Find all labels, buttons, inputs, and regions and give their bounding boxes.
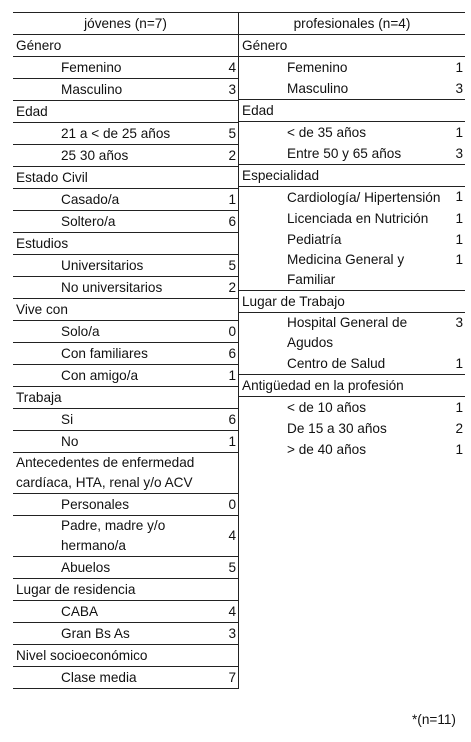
row-value: 6 [220,409,239,431]
table-row [13,516,239,557]
row-value: 1 [220,431,239,453]
row-label: De 15 a 30 años [287,420,387,436]
table-row [239,353,465,375]
row-label: Solo/a [13,321,220,343]
table-row [13,431,239,453]
row-value: 6 [220,211,239,233]
table-row [13,365,239,387]
row-label: 25 30 años [13,145,220,167]
table-row [239,250,465,291]
section-title: Nivel socioeconómico [13,645,239,667]
section-row [239,291,465,313]
table-row [239,418,465,439]
row-label: Gran Bs As [13,623,220,645]
table-row [13,57,239,79]
table-row [13,623,239,645]
table-row [13,557,239,579]
row-label: Femenino [13,57,220,79]
row-value: 2 [455,420,463,436]
row-value: 3 [447,78,465,100]
row-value: 1 [455,124,463,140]
table-row [239,143,465,165]
row-label: CABA [13,601,220,623]
section-row [13,167,239,189]
row-value: 6 [220,343,239,365]
section-title: Género [239,35,465,57]
row-value: 7 [220,667,239,689]
table-row [239,187,465,209]
section-title: Especialidad [239,165,465,187]
table-row [239,208,465,229]
section-row [239,100,465,122]
table-header-row [13,13,239,35]
row-value: 3 [447,143,465,165]
row-label: Hospital General de Agudos [287,315,408,350]
row-value: 1 [455,231,463,247]
row-value: 1 [455,210,463,226]
table-row [13,343,239,365]
table-row [239,78,465,100]
table-row [239,439,465,460]
row-value: 2 [220,277,239,299]
row-label: Casado/a [13,189,220,211]
row-value: 3 [220,79,239,101]
table-row [13,189,239,211]
table-row [13,255,239,277]
section-row [13,645,239,667]
row-value: 3 [455,315,463,330]
section-row [13,101,239,123]
section-row [239,35,465,57]
row-label: Personales [13,494,220,516]
row-value: 1 [455,441,463,457]
section-title: Lugar de residencia [13,579,239,601]
row-value: 5 [220,255,239,277]
row-label: < de 35 años [287,124,366,140]
section-row [13,579,239,601]
section-row [13,35,239,57]
row-label: < de 10 años [287,399,366,415]
table-row [13,211,239,233]
row-label: Universitarios [13,255,220,277]
section-title: Edad [13,101,239,123]
table-header-row [239,13,465,35]
section-title: Trabaja [13,387,239,409]
table-row [13,79,239,101]
column-header: jóvenes (n=7) [13,13,239,35]
professionals-table [239,12,465,460]
row-label: > de 40 años [287,441,366,457]
row-value: 5 [220,123,239,145]
row-label: Padre, madre y/o hermano/a [13,516,220,557]
table-row [239,122,465,144]
section-row [239,375,465,397]
row-label: Entre 50 y 65 años [239,143,447,165]
row-value: 4 [220,57,239,79]
column-header: profesionales (n=4) [239,13,465,35]
row-label: 21 a < de 25 años [13,123,220,145]
table-row [13,321,239,343]
row-label: Pediatría [287,231,342,247]
table-row [13,409,239,431]
row-value: 3 [220,623,239,645]
section-title: Estudios [13,233,239,255]
row-value: 1 [220,365,239,387]
youth-table [13,12,239,689]
row-label: Masculino [13,79,220,101]
row-label: Femenino [287,59,348,75]
sample-size-note: *(n=11) [412,712,456,727]
section-title: Género [13,35,239,57]
row-value: 0 [220,321,239,343]
table-row [13,277,239,299]
row-label: Soltero/a [13,211,220,233]
section-title: Antigüedad en la profesión [239,375,465,397]
table-row [13,601,239,623]
section-row [13,233,239,255]
row-value: 5 [220,557,239,579]
section-title: Vive con [13,299,239,321]
section-title: Edad [239,100,465,122]
row-value: 4 [220,516,239,557]
row-value: 0 [220,494,239,516]
row-value: 1 [455,399,463,415]
row-value: 1 [455,189,463,204]
row-label: Medicina General y Familiar [239,250,447,291]
table-row [239,397,465,419]
row-label: No universitarios [13,277,220,299]
row-label: Abuelos [13,557,220,579]
row-value: 1 [220,189,239,211]
section-title: Estado Civil [13,167,239,189]
row-label: No [13,431,220,453]
row-value: 1 [447,353,465,375]
row-label: Si [13,409,220,431]
table-row [239,229,465,250]
table-row [239,313,465,354]
row-value: 2 [220,145,239,167]
row-label: Cardiología/ Hipertensión [287,189,441,205]
row-value: 1 [447,250,465,291]
section-row [13,387,239,409]
section-row [13,299,239,321]
row-label: Centro de Salud [239,353,447,375]
table-row [13,494,239,516]
table-row [13,123,239,145]
row-label: Con amigo/a [13,365,220,387]
section-title: Lugar de Trabajo [239,291,465,313]
section-row [239,165,465,187]
row-value: 4 [220,601,239,623]
row-label: Con familiares [13,343,220,365]
row-label: Masculino [239,78,447,100]
table-row [239,57,465,79]
table-row [13,667,239,689]
row-label: Clase media [13,667,220,689]
section-row [13,453,239,494]
table-row [13,145,239,167]
section-title: Antecedentes de enfermedad cardíaca, HTA, renal y/o ACV [13,453,239,494]
row-label: Licenciada en Nutrición [287,210,429,226]
row-value: 1 [455,59,463,75]
